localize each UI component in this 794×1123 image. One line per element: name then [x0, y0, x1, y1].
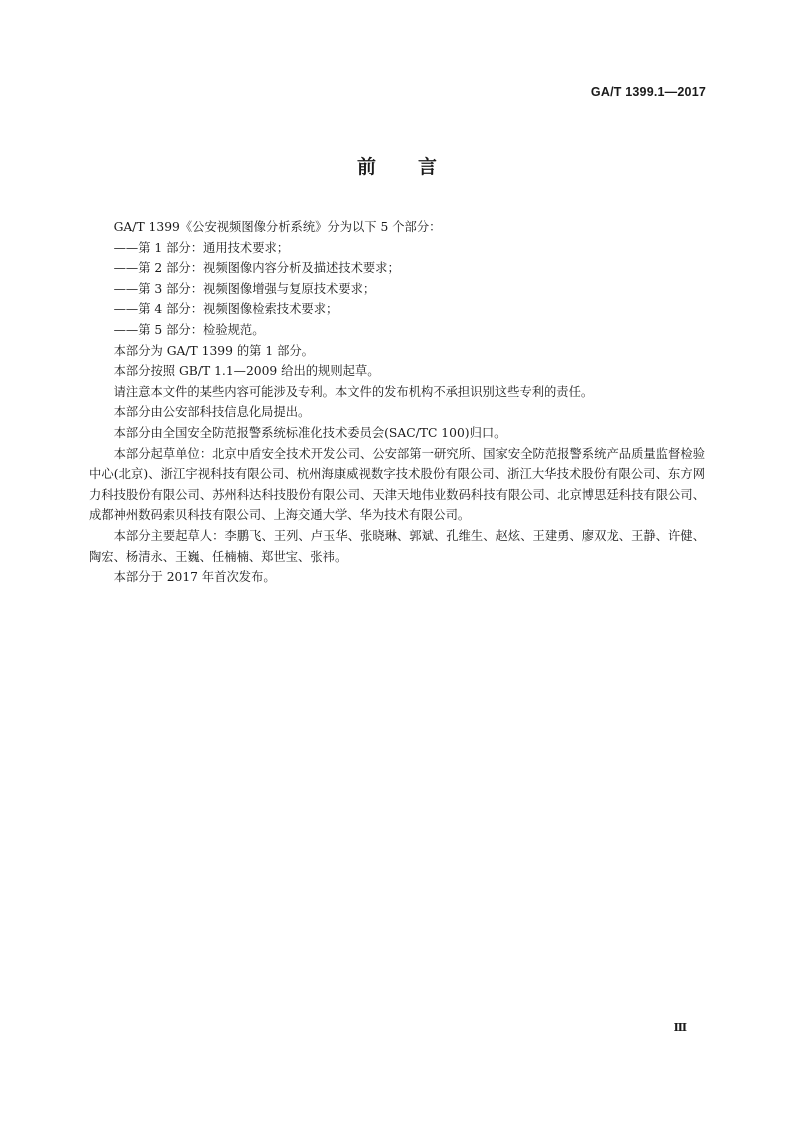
paragraph-part-5: ——第 5 部分：检验规范。 [113, 322, 265, 337]
paragraph-part-3: ——第 3 部分：视频图像增强与复原技术要求； [113, 281, 376, 296]
paragraph-administered-by: 本部分由全国安全防范报警系统标准化技术委员会(SAC/TC 100)归口。 [113, 425, 507, 440]
paragraph-first-release: 本部分于 2017 年首次发布。 [113, 570, 276, 585]
paragraph-drafters: 本部分主要起草人：李鹏飞、王列、卢玉华、张晓琳、郭斌、孔维生、赵炫、王建勇、廖双龙、王静、许健、陶宏、杨清永、王巍、任楠楠、郑世宝、张祎。 [89, 528, 705, 564]
paragraph-proposed-by: 本部分由公安部科技信息化局提出。 [113, 405, 311, 420]
paragraph-drafting-units: 本部分起草单位：北京中盾安全技术开发公司、公安部第一研究所、国家安全防范报警系统产品质量监督检验中心(北京)、浙江宇视科技有限公司、杭州海康威视数字技术股份有限公司、浙江大华技术股份有限公司、东方网力科技股份有限公司、苏州科达科技股份有限公司、天津天地伟业数码科技有限公司、北京博思廷科技有限公司、成都神州数码索贝科技有限公司、上海交通大学、华为技术有限公司。 [89, 446, 705, 523]
page-title: 前言 [356, 156, 479, 178]
page-number: Ⅲ [673, 1021, 687, 1034]
paragraph-drafting-rules: 本部分按照 GB/T 1.1—2009 给出的规则起草。 [113, 364, 380, 379]
paragraph-part-1: ——第 1 部分：通用技术要求； [113, 240, 290, 255]
paragraph-patent-notice: 请注意本文件的某些内容可能涉及专利。本文件的发布机构不承担识别这些专利的责任。 [113, 384, 594, 399]
standard-code: GA/T 1399.1—2017 [590, 85, 706, 99]
paragraph-this-part: 本部分为 GA/T 1399 的第 1 部分。 [113, 343, 314, 358]
paragraph-parts-intro: GA/T 1399《公安视频图像分析系统》分为以下 5 个部分： [113, 220, 442, 234]
paragraph-part-2: ——第 2 部分：视频图像内容分析及描述技术要求； [113, 261, 400, 276]
foreword-body [89, 217, 705, 588]
paragraph-part-4: ——第 4 部分：视频图像检索技术要求； [113, 302, 339, 317]
